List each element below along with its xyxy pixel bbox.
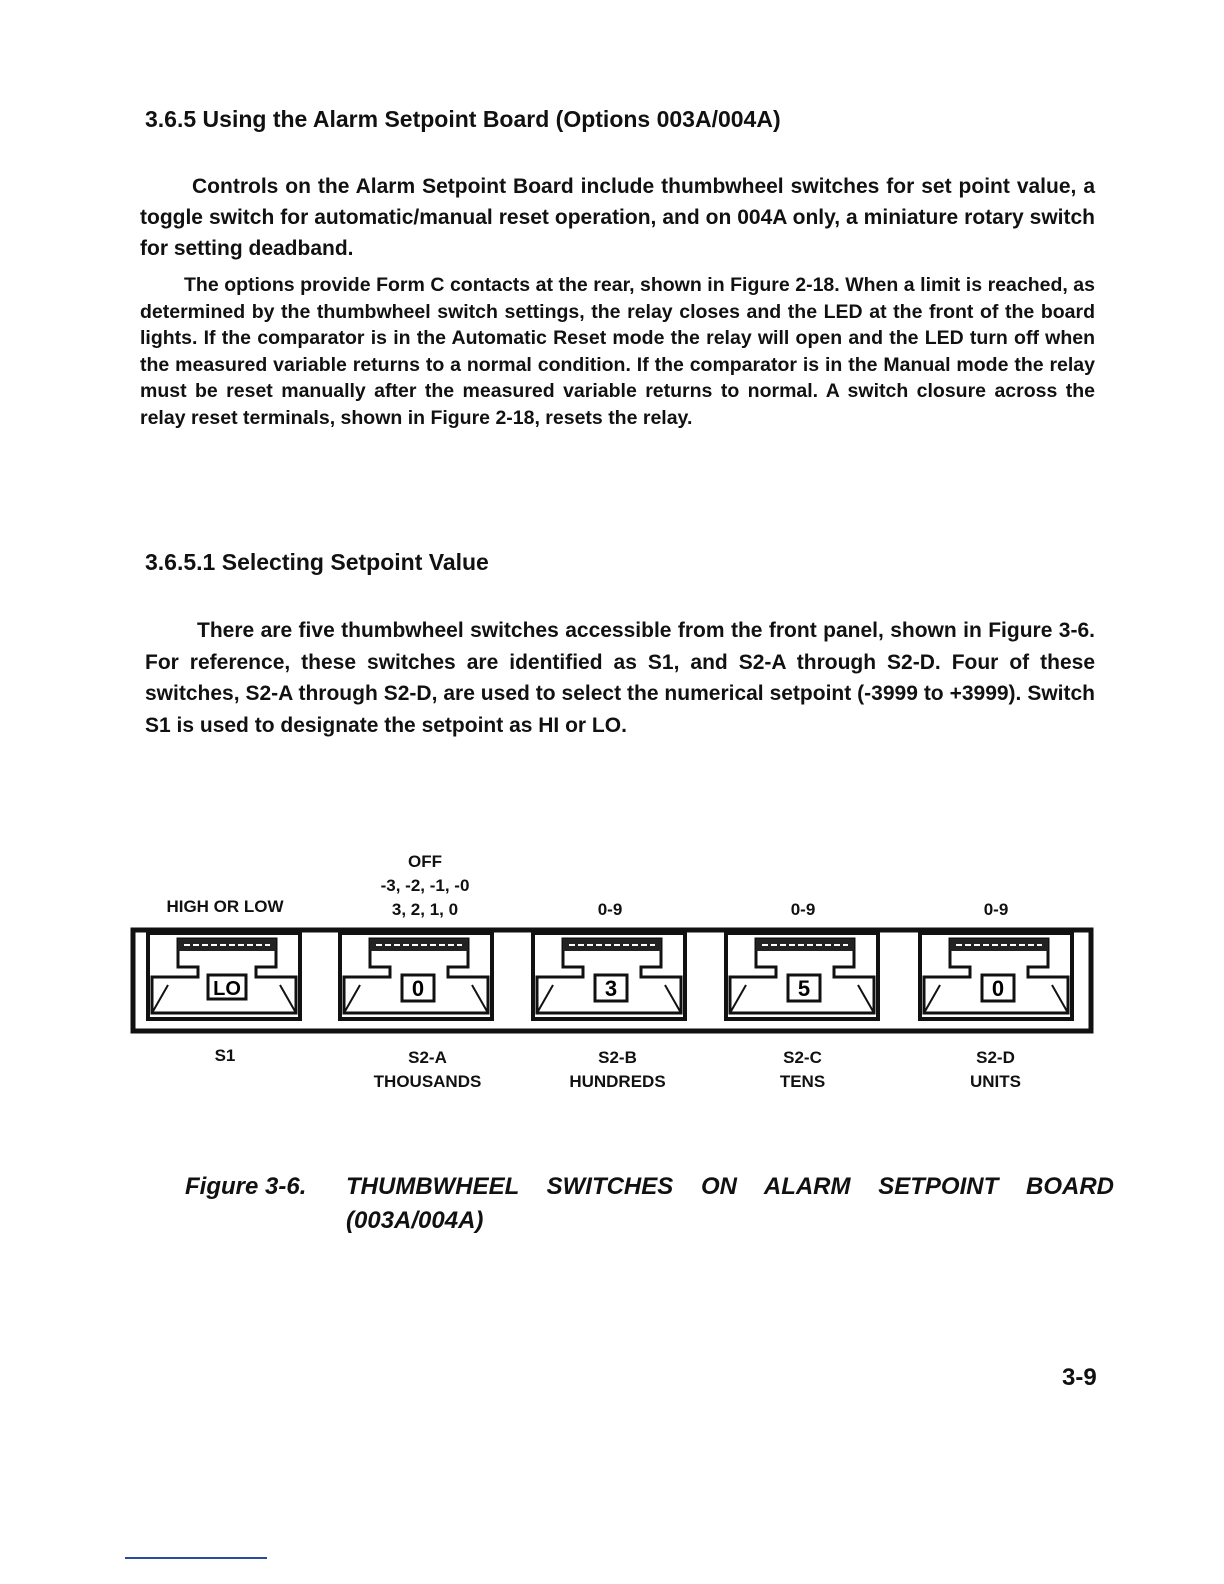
s2a-value: 0: [411, 976, 425, 1001]
paragraph-controls-text: Controls on the Alarm Setpoint Board include thumbwheel switches for set point value, a toggle switch for automatic/manual reset operation, and on 004A only, a miniature rotary switch for setting deadband.: [140, 175, 1095, 260]
page-number: 3-9: [1062, 1364, 1097, 1391]
s2a-id: S2-A: [408, 1048, 447, 1067]
s2b-value: 3: [604, 976, 618, 1001]
paragraph-controls: [140, 171, 1095, 264]
s1-id-label: S1: [214, 1046, 236, 1065]
s2c-value: 5: [797, 976, 811, 1001]
s2c-id: S2-C: [783, 1048, 822, 1067]
s2c-id-label: [720, 1046, 885, 1094]
s2b-id: S2-B: [598, 1048, 637, 1067]
section-heading: 3.6.5 Using the Alarm Setpoint Board (Options 003A/004A): [145, 106, 781, 132]
s1-value: LO: [213, 978, 241, 1000]
s2d-name: UNITS: [970, 1072, 1021, 1091]
s2d-range-label: 0-9: [983, 900, 1009, 919]
paragraph-form-c: [140, 272, 1095, 431]
figure-caption-line-1: THUMBWHEEL SWITCHES ON ALARM SETPOINT BOARD: [346, 1173, 1114, 1200]
s1-range-label: HIGH OR LOW: [166, 897, 284, 916]
paragraph-thumbwheel-text: There are five thumbwheel switches accessible from the front panel, shown in Figure 3-6. For reference, these switches are identified as S1, and S2-A through S2-D. Four of these switches, S2-A through S2-D, are used to select the numerical setpoint (-3999 to +3999). Switch S1 is used to designate the setpoint as HI or LO.: [145, 619, 1095, 737]
s2b-id-label: [535, 1046, 700, 1094]
paragraph-form-c-text: The options provide Form C contacts at the rear, shown in Figure 2-18. When a limit is reached, as determined by the thumbwheel switch settings, the relay closes and the LED at the front of the board lights. If the comparator is in the Automatic Reset mode the relay will open and the LED turn off when the measured variable returns to a normal condition. If the comparator is in the Manual mode the relay must be reset manually after the measured variable returns to normal. A switch closure across the relay reset terminals, shown in Figure 2-18, resets the relay.: [140, 274, 1095, 429]
s2c-range-label: 0-9: [790, 900, 816, 919]
subsection-heading: 3.6.5.1 Selecting Setpoint Value: [145, 549, 489, 575]
paragraph-thumbwheel: [145, 615, 1095, 741]
s2a-range-line-1: OFF: [408, 852, 442, 871]
s2a-id-label: [345, 1046, 510, 1094]
footer-rule: [125, 1557, 267, 1559]
s2b-name: HUNDREDS: [569, 1072, 666, 1091]
thumbwheel-switch-panel: [128, 925, 1098, 1037]
s2d-id: S2-D: [976, 1048, 1015, 1067]
s2b-range-label: 0-9: [597, 900, 623, 919]
s2a-range-line-2: -3, -2, -1, -0: [380, 876, 470, 895]
switch-s1: [148, 933, 300, 1019]
s2d-id-label: [913, 1046, 1078, 1094]
figure-caption-line-2: (003A/004A): [346, 1207, 484, 1234]
s2a-name: THOUSANDS: [373, 1072, 482, 1091]
s2a-range-line-3: 3, 2, 1, 0: [391, 900, 459, 919]
s2a-range-label: [325, 850, 525, 922]
figure-caption-label: Figure 3-6.: [185, 1173, 307, 1200]
s2c-name: TENS: [779, 1072, 826, 1091]
s2d-value: 0: [991, 976, 1005, 1001]
